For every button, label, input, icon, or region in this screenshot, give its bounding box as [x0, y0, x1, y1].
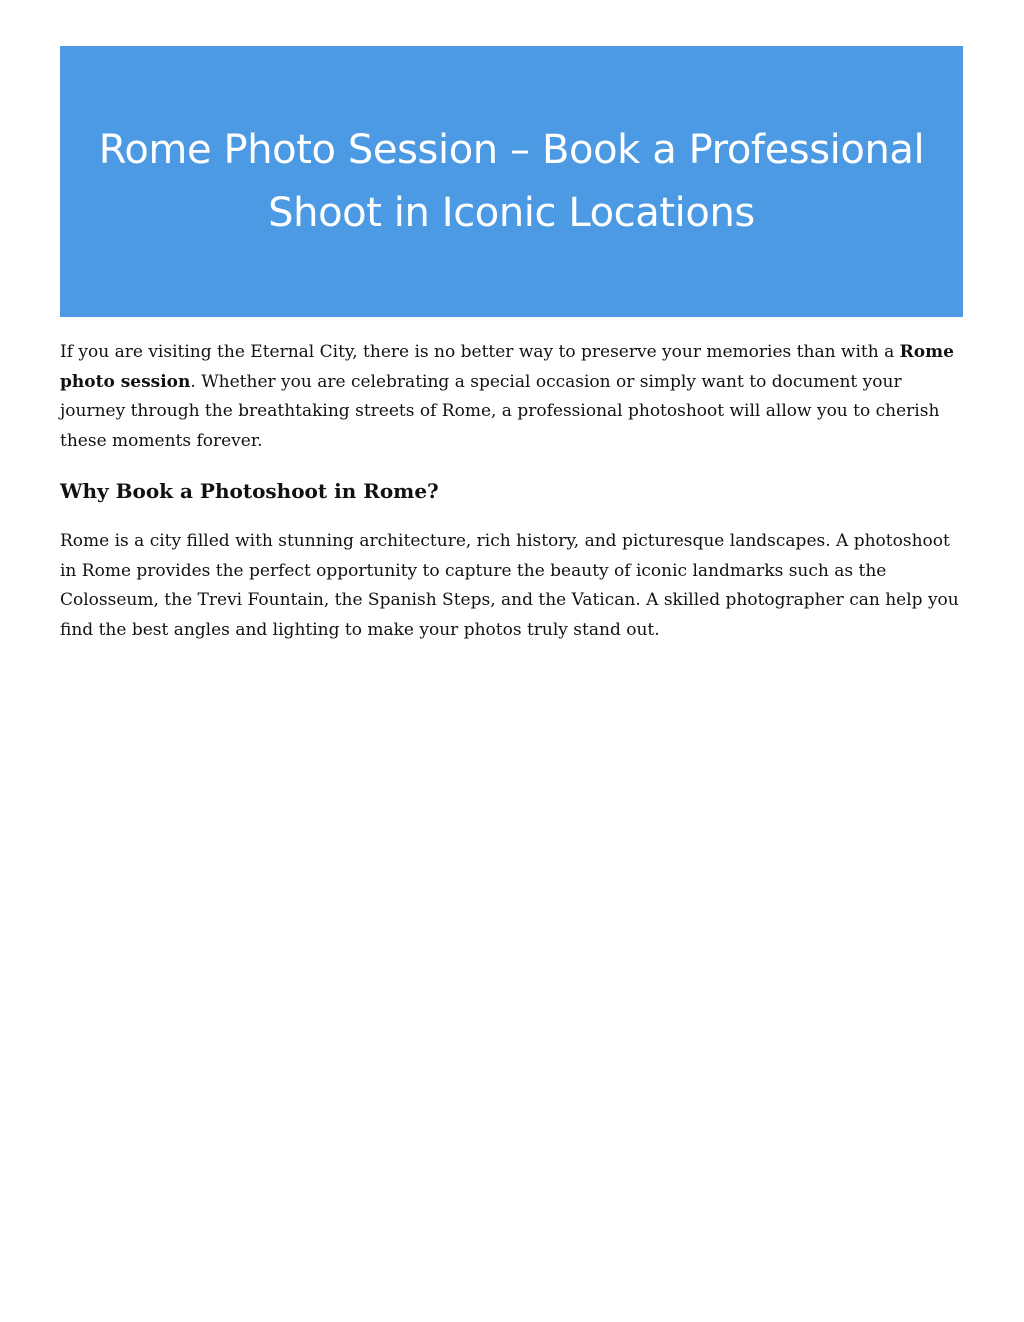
intro-text-before: If you are visiting the Eternal City, there is no better way to preserve your memories than with a: [60, 342, 900, 362]
intro-paragraph: [60, 338, 965, 456]
hero-banner: [60, 46, 963, 317]
section-heading: Why Book a Photoshoot in Rome?: [60, 479, 439, 503]
intro-bold-text: Rome photo session: [60, 342, 954, 392]
page-title: Rome Photo Session – Book a Professional Shoot in Iconic Locations: [98, 126, 925, 236]
intro-text-after: . Whether you are celebrating a special occasion or simply want to document your journey through the breathtaking streets of Rome, a professional photoshoot will allow you to cherish these moments forever.: [60, 371, 940, 451]
section-paragraph: Rome is a city filled with stunning architecture, rich history, and picturesque landscapes. A photoshoot in Rome provides the perfect opportunity to capture the beauty of iconic landmarks such as the Colosseum, the Trevi Fountain, the Spanish Steps, and the Vatican. A skilled photographer can help you find the best angles and lighting to make your photos truly stand out.: [60, 531, 959, 640]
